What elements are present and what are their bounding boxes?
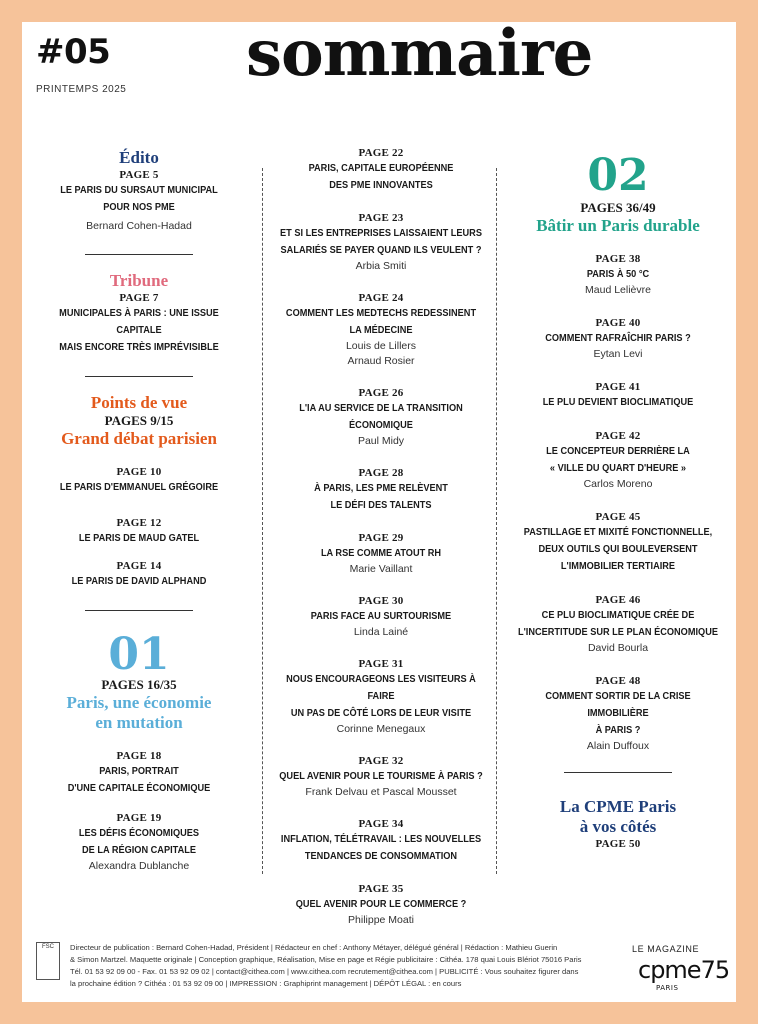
magazine-label: LE MAGAZINE — [632, 944, 700, 954]
article-headline-line: LA RSE COMME ATOUT RH — [320, 548, 442, 559]
article-page: PAGE 46 — [595, 594, 641, 606]
section-divider — [564, 772, 672, 773]
issue-season: PRINTEMPS 2025 — [36, 84, 127, 95]
article-page: PAGE 23 — [358, 212, 404, 224]
tribune-page: PAGE 7 — [119, 292, 159, 304]
article-headline-line: L'IMMOBILIER TERTIAIRE — [560, 561, 676, 572]
article-page: PAGE 40 — [595, 317, 641, 329]
publication-credits — [70, 942, 610, 990]
article-author: Philippe Moati — [348, 914, 414, 926]
points-heading: Points de vue — [90, 393, 188, 412]
article-author: Arbia Smiti — [355, 260, 407, 272]
part01-item-headline: D'UNE CAPITALE ÉCONOMIQUE — [67, 783, 211, 794]
article-headline-line: UN PAS DE CÔTÉ LORS DE LEUR VISITE — [290, 708, 472, 719]
part02-title: Bâtir un Paris durable — [536, 216, 700, 235]
article-page: PAGE 28 — [358, 467, 404, 479]
column-right — [508, 150, 728, 851]
article-page: PAGE 34 — [358, 818, 404, 830]
credits-line: la prochaine édition ? Cithéa : 01 53 92 09 00 | IMPRESSION : Graphiprint management | DÉPÔT LÉGAL : en cours — [70, 979, 462, 988]
article-headline-line: DES PME INNOVANTES — [329, 180, 433, 191]
points-item-headline: LE PARIS D'EMMANUEL GRÉGOIRE — [59, 482, 219, 493]
points-subheading: Grand débat parisien — [61, 429, 217, 448]
part01-title-line: Paris, une économie — [66, 693, 212, 712]
article-headline-line: LE PLU DEVIENT BIOCLIMATIQUE — [542, 397, 694, 408]
points-item-page: PAGE 12 — [116, 517, 162, 529]
article-headline-line: LE DÉFI DES TALENTS — [330, 500, 432, 511]
edito-page: PAGE 5 — [119, 169, 159, 181]
article-page: PAGE 31 — [358, 658, 404, 670]
fsc-logo-icon — [36, 942, 60, 980]
credits-line: & Simon Martzel. Maquette originale | Conception graphique, Réalisation, Mise en page et Régie publicitaire : Cithéa. 178 quai Louis Blériot 75016 Paris — [70, 955, 582, 964]
logo-subtext: PARIS — [656, 984, 679, 992]
cpme-title-line: à vos côtés — [579, 817, 657, 836]
fsc-label: FSC — [42, 944, 54, 950]
article-author: Corinne Menegaux — [336, 723, 426, 735]
part02-number: 02 — [587, 150, 649, 201]
article-page: PAGE 30 — [358, 595, 404, 607]
article-headline-line: LA MÉDECINE — [349, 325, 413, 336]
part02-pages: PAGES 36/49 — [580, 200, 656, 215]
article-author: Marie Vaillant — [349, 563, 413, 575]
points-item-headline: LE PARIS DE DAVID ALPHAND — [71, 576, 207, 587]
credits-line: Directeur de publication : Bernard Cohen-Hadad, Président | Rédacteur en chef : Anthony Métayer, délégué général | Rédaction : Mathieu Guerin — [70, 943, 558, 952]
article-headline-line: « VILLE DU QUART D'HEURE » — [549, 463, 687, 474]
part01-pages: PAGES 16/35 — [101, 677, 177, 692]
edito-headline-line: POUR NOS PME — [103, 202, 175, 213]
tribune-headline-line: MUNICIPALES À PARIS : UNE ISSUE CAPITALE — [59, 308, 219, 336]
part01-item-headline: LES DÉFIS ÉCONOMIQUES — [78, 828, 200, 839]
article-headline-line: QUEL AVENIR POUR LE COMMERCE ? — [295, 899, 467, 910]
article-headline-line: PARIS FACE AU SURTOURISME — [310, 611, 452, 622]
edito-heading: Édito — [119, 148, 159, 167]
article-page: PAGE 26 — [358, 387, 404, 399]
article-headline-line: COMMENT LES MEDTECHS REDESSINENT — [285, 308, 477, 319]
article-headline-line: INFLATION, TÉLÉTRAVAIL : LES NOUVELLES — [280, 834, 482, 845]
article-author: Maud Lelièvre — [585, 284, 651, 296]
article-page: PAGE 38 — [595, 253, 641, 265]
article-headline-line: CE PLU BIOCLIMATIQUE CRÉE DE — [541, 610, 695, 621]
article-page: PAGE 22 — [358, 147, 404, 159]
page-title: sommaire — [246, 16, 593, 91]
article-headline-line: ÉCONOMIQUE — [349, 420, 413, 431]
section-divider — [85, 254, 193, 255]
article-page: PAGE 42 — [595, 430, 641, 442]
article-page: PAGE 29 — [358, 532, 404, 544]
article-author: Frank Delvau et Pascal Mousset — [305, 786, 457, 798]
article-page: PAGE 35 — [358, 883, 404, 895]
article-author: Eytan Levi — [593, 348, 643, 360]
article-author: Carlos Moreno — [583, 478, 653, 490]
article-headline-line: COMMENT SORTIR DE LA CRISE IMMOBILIÈRE — [545, 691, 691, 719]
points-item-page: PAGE 14 — [116, 560, 162, 572]
magazine-page — [22, 16, 736, 1002]
article-headline-line: À PARIS ? — [595, 725, 641, 736]
logo-text: cpme75 — [638, 956, 730, 984]
issue-number: #05 — [36, 32, 111, 72]
article-headline-line: SALARIÉS SE PAYER QUAND ILS VEULENT ? — [280, 245, 482, 256]
article-headline-line: PASTILLAGE ET MIXITÉ FONCTIONNELLE, — [523, 527, 713, 538]
article-author: Linda Lainé — [353, 626, 409, 638]
section-divider — [85, 610, 193, 611]
article-headline-line: PARIS À 50 °C — [586, 269, 650, 280]
section-divider — [85, 376, 193, 377]
article-headline-line: COMMENT RAFRAÎCHIR PARIS ? — [545, 333, 691, 344]
column-divider-right — [496, 168, 497, 874]
part01-number: 01 — [108, 629, 170, 680]
part01-item-author: Alexandra Dublanche — [88, 860, 190, 872]
article-headline-line: TENDANCES DE CONSOMMATION — [304, 851, 458, 862]
article-author: David Bourla — [587, 642, 649, 654]
column-left — [30, 140, 248, 874]
article-headline-line: L'INCERTITUDE SUR LE PLAN ÉCONOMIQUE — [517, 627, 718, 638]
article-author: Arnaud Rosier — [347, 355, 415, 367]
cpme75-logo — [638, 956, 730, 992]
points-item-headline: LE PARIS DE MAUD GATEL — [78, 533, 200, 544]
cpme-page: PAGE 50 — [595, 838, 641, 850]
edito-author: Bernard Cohen-Hadad — [86, 220, 192, 232]
column-divider-left — [262, 168, 263, 874]
cpme-title-line: La CPME Paris — [559, 797, 677, 816]
credits-line: Tél. 01 53 92 09 00 - Fax. 01 53 92 09 02 | contact@cithea.com | www.cithea.com recrutement@cithea.com | PUBLICITÉ : Vous souhaitez figurer dans — [70, 967, 579, 976]
article-headline-line: À PARIS, LES PME RELÈVENT — [314, 483, 448, 494]
article-page: PAGE 24 — [358, 292, 404, 304]
part01-item-page: PAGE 18 — [116, 750, 162, 762]
article-headline-line: L'IA AU SERVICE DE LA TRANSITION — [299, 403, 463, 414]
article-headline-line: PARIS, CAPITALE EUROPÉENNE — [308, 163, 454, 174]
article-author: Alain Duffoux — [586, 740, 650, 752]
edito-headline-line: LE PARIS DU SURSAUT MUNICIPAL — [60, 185, 218, 196]
article-headline-line: ET SI LES ENTREPRISES LAISSAIENT LEURS — [280, 228, 482, 239]
article-author: Paul Midy — [357, 435, 405, 447]
article-headline-line: LE CONCEPTEUR DERRIÈRE LA — [546, 446, 690, 457]
column-middle — [268, 146, 494, 928]
article-page: PAGE 45 — [595, 511, 641, 523]
article-headline-line: DEUX OUTILS QUI BOULEVERSENT — [538, 544, 698, 555]
part01-item-headline: DE LA RÉGION CAPITALE — [82, 845, 196, 856]
article-author: Louis de Lillers — [345, 340, 417, 352]
points-pages: PAGES 9/15 — [104, 413, 174, 428]
tribune-headline-line: MAIS ENCORE TRÈS IMPRÉVISIBLE — [59, 342, 219, 353]
article-page: PAGE 41 — [595, 381, 641, 393]
article-page: PAGE 32 — [358, 755, 404, 767]
points-item-page: PAGE 10 — [116, 466, 162, 478]
article-page: PAGE 48 — [595, 675, 641, 687]
part01-title-line: en mutation — [95, 713, 183, 732]
article-headline-line: NOUS ENCOURAGEONS LES VISITEURS À FAIRE — [286, 674, 476, 702]
part01-item-page: PAGE 19 — [116, 812, 162, 824]
part02-items — [508, 252, 728, 754]
tribune-heading: Tribune — [109, 271, 169, 290]
article-headline-line: QUEL AVENIR POUR LE TOURISME À PARIS ? — [279, 771, 483, 782]
part01-item-headline: PARIS, PORTRAIT — [99, 766, 179, 777]
